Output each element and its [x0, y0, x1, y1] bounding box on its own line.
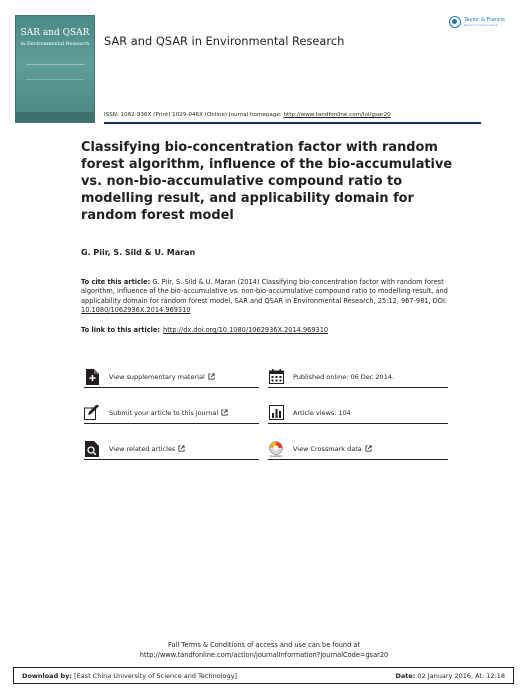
view-supplementary-button[interactable] [84, 366, 259, 388]
journal-name: SAR and QSAR in Environmental Research [104, 34, 345, 48]
download-date-value: 02 January 2016, At: 12:18 [415, 671, 505, 680]
crossmark-icon [268, 441, 284, 457]
article-link[interactable]: http://dx.doi.org/10.1080/1062936X.2014.969310 [163, 326, 329, 334]
related-articles-label: View related articles [109, 444, 176, 453]
document-search-icon [84, 441, 100, 457]
publisher-name: Taylor & Francis [464, 17, 505, 23]
article-actions [84, 364, 448, 462]
publisher-logo[interactable] [449, 16, 505, 28]
external-link-icon [365, 445, 372, 452]
citation-text: G. Piir, S. Sild & U. Maran (2014) Classifying bio-concentration factor with random forest algorithm, influence of the bio-accumulative vs. non-bio-accumulative compound ratio to modelling result, and applicability domain for random forest model, SAR and QSAR in Environmental Research, 25:12, 967-981, DOI: [81, 278, 448, 305]
external-link-icon [208, 373, 215, 380]
download-by-label: Download by: [22, 671, 72, 680]
citation-label: To cite this article: [81, 278, 151, 286]
doi-link[interactable]: 10.1080/1062936X.2014.969310 [81, 306, 191, 315]
submit-article-label: Submit your article to this journal [109, 408, 219, 417]
article-views-info [268, 402, 448, 424]
document-plus-icon [84, 369, 100, 385]
terms-link[interactable]: http://www.tandfonline.com/action/journalInformation?journalCode=gsar20 [139, 650, 389, 659]
download-info-bar [13, 667, 514, 684]
view-crossmark-button[interactable] [268, 438, 448, 460]
cover-title [20, 28, 90, 49]
bar-chart-icon [268, 405, 284, 421]
submit-article-button[interactable] [84, 402, 259, 424]
article-link-line [81, 326, 328, 334]
crossmark-label: View Crossmark data [293, 444, 362, 453]
download-date-label: Date: [395, 671, 416, 680]
cover-title-line1: SAR and QSAR [20, 28, 90, 38]
terms-notice [0, 641, 528, 660]
journal-cover-image [15, 15, 95, 123]
publisher-logo-icon [449, 16, 461, 28]
edit-pencil-icon [84, 405, 100, 421]
calendar-icon [268, 369, 284, 385]
article-title: Classifying bio-concentration factor with random forest algorithm, influence of the bio-accumulative vs. non-bio-accumulative compound ratio to modelling result, and applicability domain for random forest model [81, 140, 453, 223]
external-link-icon [178, 445, 185, 452]
article-link-label: To link to this article: [81, 326, 161, 334]
citation [81, 278, 451, 316]
view-related-articles-button[interactable] [84, 438, 259, 460]
issn-text: ISSN: 1062-936X (Print) 1029-046X (Online) Journal homepage: [104, 112, 284, 118]
cover-title-line2: in Environmental Research [20, 41, 90, 47]
published-online-info [268, 366, 448, 388]
crossmark-logo-text: CrossMark [269, 454, 283, 457]
article-views-label: Article views: 104 [293, 408, 351, 417]
published-online-label: Published online: 06 Dec 2014. [293, 372, 395, 381]
header-rule [104, 122, 481, 124]
issn-line [104, 112, 391, 118]
supplementary-label: View supplementary material [109, 372, 205, 381]
external-link-icon [221, 409, 228, 416]
download-date [395, 672, 505, 680]
download-by [22, 672, 237, 680]
article-authors: G. Piir, S. Sild & U. Maran [81, 248, 196, 257]
terms-line: Full Terms & Conditions of access and use can be found at [167, 641, 361, 649]
journal-homepage-link[interactable]: http://www.tandfonline.com/loi/gsar20 [283, 112, 391, 118]
cover-bottom-band [16, 112, 94, 122]
cover-decoration [26, 64, 84, 80]
publisher-tagline: Taylor & Francis Group [464, 23, 498, 27]
download-by-value: [East China University of Science and Technology] [71, 671, 238, 680]
